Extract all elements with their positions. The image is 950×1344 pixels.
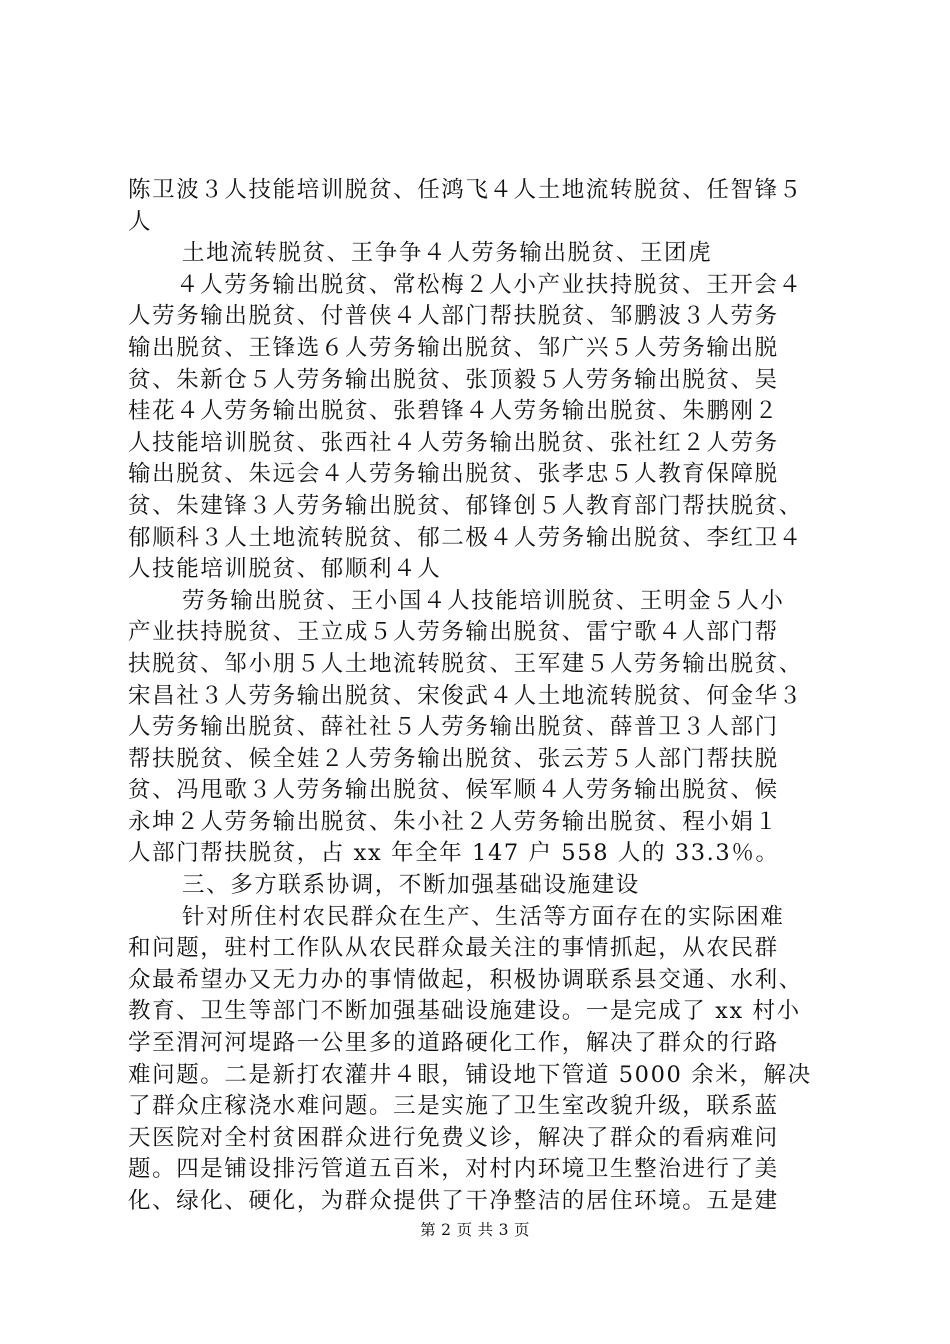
text-line: 宋昌社３人劳务输出脱贫、宋俊武４人土地流转脱贫、何金华３: [128, 682, 803, 709]
text-line: ４人劳务输出脱贫、常松梅２人小产业扶持脱贫、王开会４: [176, 271, 803, 298]
text-line: 输出脱贫、朱远会４人劳务输出脱贫、张孝忠５人教育保障脱: [128, 461, 779, 488]
text-line: 难问题。二是新打农灌井４眼，铺设地下管道 5000 余米，解决: [128, 1061, 812, 1088]
text-line: 桂花４人劳务输出脱贫、张碧锋４人劳务输出脱贫、朱鹏刚２: [128, 398, 779, 425]
document-body: [128, 175, 828, 1218]
text-line: 人部门帮扶脱贫，占 xx 年全年 147 户 558 人的 33.3％。: [128, 840, 780, 867]
text-line: 人劳务输出脱贫、付普侠４人部门帮扶脱贫、邹鹏波３人劳务: [128, 303, 779, 330]
text-line: 产业扶持脱贫、王立成５人劳务输出脱贫、雷宁歌４人部门帮: [128, 619, 779, 646]
text-line: 输出脱贫、王锋选６人劳务输出脱贫、邹广兴５人劳务输出脱: [128, 334, 779, 361]
text-line: 永坤２人劳务输出脱贫、朱小社２人劳务输出脱贫、程小娟１: [128, 808, 779, 835]
text-line: 扶脱贫、邹小朋５人土地流转脱贫、王军建５人劳务输出脱贫、: [128, 650, 803, 677]
text-line: 人: [128, 208, 153, 235]
text-line: 教育、卫生等部门不断加强基础设施建设。一是完成了 xx 村小: [128, 998, 801, 1025]
text-line: 和问题，驻村工作队从农民群众最关注的事情抓起，从农民群: [128, 935, 779, 962]
text-line: 人劳务输出脱贫、薛社社５人劳务输出脱贫、薛普卫３人部门: [128, 714, 779, 741]
text-line: 针对所住村农民群众在生产、生活等方面存在的实际困难: [182, 903, 785, 930]
text-line: 陈卫波３人技能培训脱贫、任鸿飞４人土地流转脱贫、任智锋５: [128, 177, 803, 203]
text-line: 贫、朱建锋３人劳务输出脱贫、郁锋创５人教育部门帮扶脱贫、: [128, 492, 803, 519]
text-line: 了群众庄稼浇水难问题。三是实施了卫生室改貌升级，联系蓝: [128, 1093, 779, 1120]
text-line: 劳务输出脱贫、王小国４人技能培训脱贫、王明金５人小: [182, 587, 785, 614]
text-line: 郁顺科３人土地流转脱贫、郁二极４人劳务输出脱贫、李红卫４: [128, 524, 803, 551]
text-line: 众最希望办又无力办的事情做起，积极协调联系县交通、水利、: [128, 966, 803, 993]
text-line: 人技能培训脱贫、张西社４人劳务输出脱贫、张社红２人劳务: [128, 429, 779, 456]
text-line: 化、绿化、硬化，为群众提供了干净整洁的居住环境。五是建: [128, 1188, 779, 1214]
page-number: 第 2 页 共 3 页: [420, 1221, 530, 1239]
text-line: 人技能培训脱贫、郁顺利４人: [128, 556, 442, 583]
section-heading: 三、多方联系协调，不断加强基础设施建设: [182, 872, 640, 899]
text-line: 学至渭河河堤路一公里多的道路硬化工作，解决了群众的行路: [128, 1030, 779, 1057]
text-line: 帮扶脱贫、候全娃２人劳务输出脱贫、张云芳５人部门帮扶脱: [128, 745, 779, 772]
text-line: 贫、冯甩歌３人劳务输出脱贫、候军顺４人劳务输出脱贫、候: [128, 777, 779, 804]
text-line: 土地流转脱贫、王争争４人劳务输出脱贫、王团虎: [182, 240, 713, 267]
text-line: 题。四是铺设排污管道五百米，对村内环境卫生整治进行了美: [128, 1156, 779, 1183]
text-line: 贫、朱新仓５人劳务输出脱贫、张顶毅５人劳务输出脱贫、吴: [128, 366, 779, 393]
text-line: 天医院对全村贫困群众进行免费义诊，解决了群众的看病难问: [128, 1124, 779, 1151]
